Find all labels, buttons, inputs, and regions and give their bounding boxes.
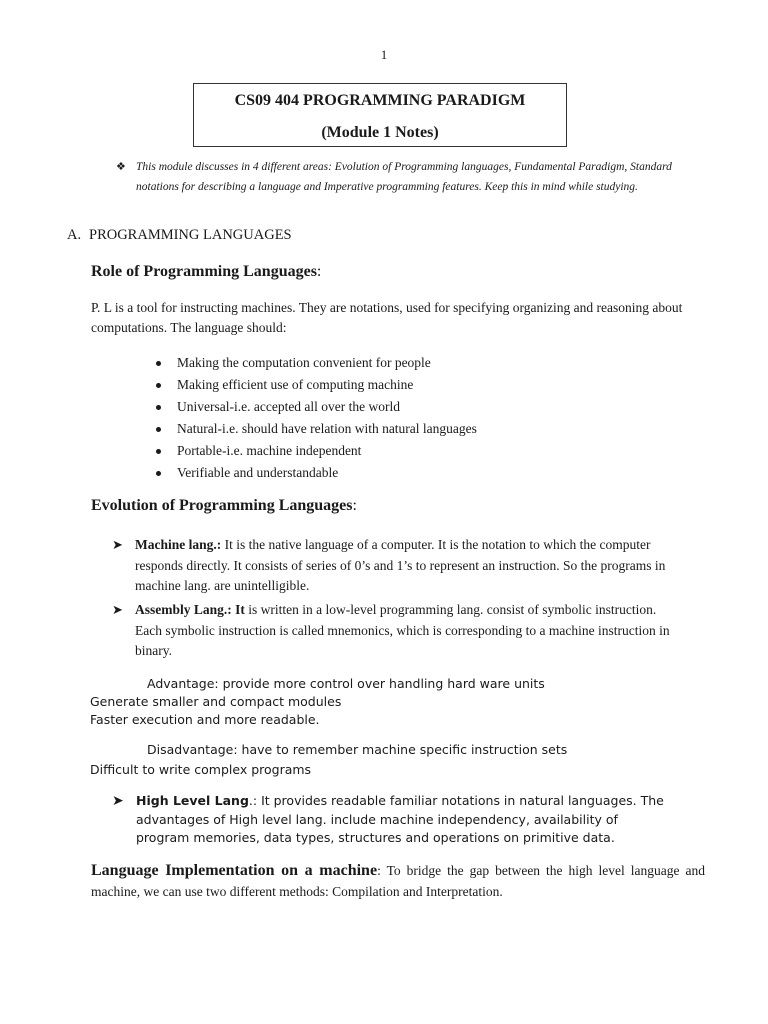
assembly-lang-item (112, 600, 682, 662)
role-paragraph: P. L is a tool for instructing machines. They are notations, used for specifying organizing and reasoning about computations. The language should: (91, 300, 683, 335)
role-heading-colon: : (316, 263, 322, 280)
evolution-heading (91, 497, 357, 515)
implementation-text: : To bridge the gap between the high level language and machine, we can use two different methods: Compilation and Interpretation. (91, 863, 705, 899)
title-box (193, 83, 567, 147)
assembly-lang-term: Assembly Lang.: It (135, 602, 245, 617)
implementation-paragraph (91, 860, 705, 902)
machine-lang-text: It is the native language of a computer. It is the notation to which the computer responds directly. It consists of series of 0’s and 1’s to represent an instruction. So the programs in machine lang. are unintelligible. (135, 537, 666, 593)
high-level-lang-text: .: It provides readable familiar notations in natural languages. The advantages of High level lang. include machine independency, availability of program memories, data types, structures and operations on primitive data. (136, 793, 664, 845)
advantage-line: Generate smaller and compact modules (90, 694, 342, 709)
list-item: Universal-i.e. accepted all over the world (150, 396, 477, 418)
list-item: Portable-i.e. machine independent (150, 440, 477, 462)
evolution-heading-colon: : (352, 497, 357, 514)
disadvantage-line: Difficult to write complex programs (90, 762, 312, 777)
disadvantage-line: Disadvantage: have to remember machine specific instruction sets (147, 742, 568, 757)
high-level-lang-item (112, 792, 672, 848)
list-item: Verifiable and understandable (150, 462, 477, 484)
assembly-lang-text: is written in a low-level programming lang. consist of symbolic instruction. Each symbolic instruction is called mnemonics, which is corresponding to a machine instruction in binary. (135, 602, 670, 658)
section-letter: A. (67, 227, 82, 243)
arrow-bullet-icon: ➤ (112, 602, 123, 617)
list-item: Making the computation convenient for people (150, 352, 477, 374)
implementation-lead: Language Implementation on a machine (91, 862, 378, 879)
arrow-bullet-icon: ➤ (112, 537, 123, 552)
intro-note (116, 157, 676, 197)
role-heading (91, 263, 321, 281)
diamond-bullet-icon: ❖ (116, 161, 126, 173)
list-item: Natural-i.e. should have relation with natural languages (150, 418, 477, 440)
advantage-line: Advantage: provide more control over handling hard ware units (147, 676, 545, 691)
section-a-heading (67, 227, 292, 244)
machine-lang-item (112, 535, 682, 597)
arrow-bullet-icon: ➤ (112, 793, 124, 809)
machine-lang-term: Machine lang.: (135, 537, 222, 552)
role-bullet-list (150, 352, 477, 484)
list-item: Making efficient use of computing machine (150, 374, 477, 396)
document-subtitle: (Module 1 Notes) (321, 124, 439, 141)
intro-text: This module discusses in 4 different areas: Evolution of Programming languages, Fundamental Paradigm, Standard notations for describing a language and Imperative programming features. Keep this in mind while studying. (136, 161, 672, 193)
evolution-heading-text: Evolution of Programming Languages (91, 497, 353, 514)
page-number: 1 (380, 47, 388, 62)
high-level-lang-term: High Level Lang (136, 793, 249, 808)
advantage-line: Faster execution and more readable. (90, 712, 320, 727)
section-title: PROGRAMMING LANGUAGES (89, 227, 292, 243)
document-title: CS09 404 PROGRAMMING PARADIGM (234, 92, 526, 109)
role-heading-text: Role of Programming Languages (91, 263, 317, 280)
